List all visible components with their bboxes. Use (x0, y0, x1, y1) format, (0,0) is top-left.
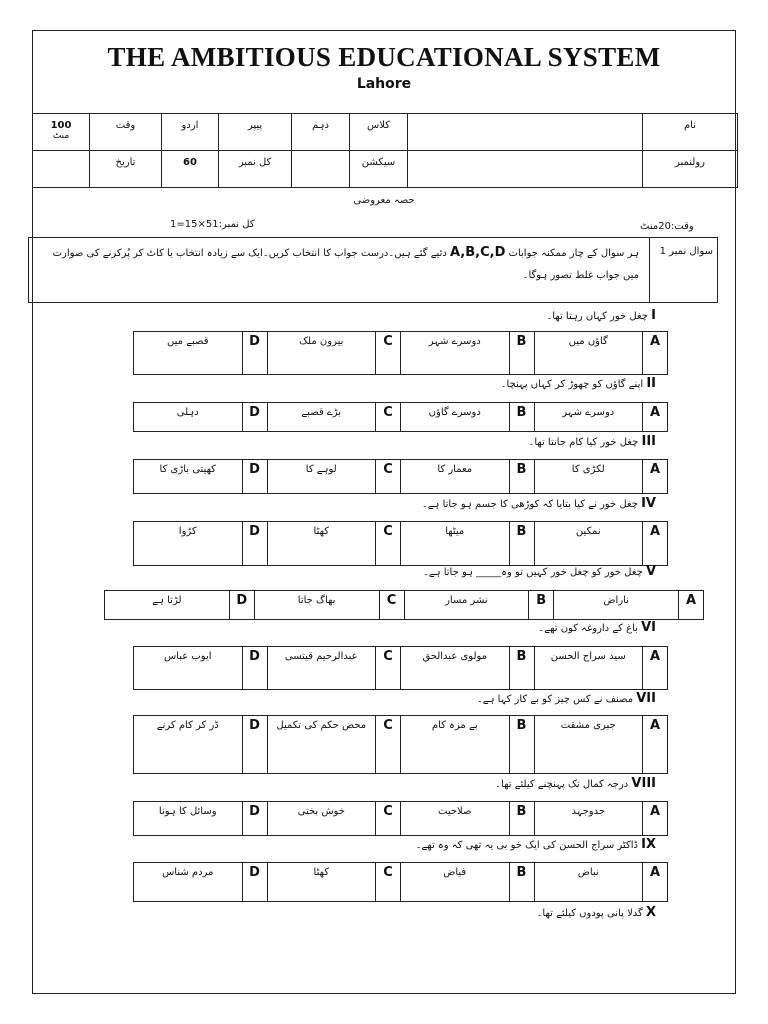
option-a-letter[interactable]: A (679, 591, 704, 620)
question-number: II (646, 376, 656, 391)
option-c-text[interactable]: بڑے قصبے (267, 403, 376, 432)
option-b-letter[interactable]: B (509, 863, 534, 902)
question-number-label: سوال نمبر 1 (649, 238, 717, 302)
option-b-letter[interactable]: B (509, 716, 534, 774)
question-number: IV (641, 496, 656, 511)
option-b-text[interactable]: نشر مسار (404, 591, 529, 620)
question-text: چغل خور کو چغل خور کہیں تو وہ_____ ہو جاتا ہے۔ (422, 567, 646, 578)
question-number: IX (641, 837, 656, 852)
option-a-text[interactable]: ناراض (554, 591, 679, 620)
question-text: باغ کے داروغہ کون تھے۔ (538, 623, 642, 634)
option-c-text[interactable]: بھاگ جاتا (254, 591, 379, 620)
option-a-letter[interactable]: A (643, 802, 668, 836)
option-d-letter[interactable]: D (242, 332, 267, 375)
option-c-letter[interactable]: C (376, 403, 401, 432)
section-title: حصہ معروضی (353, 195, 415, 206)
options-table-5 (104, 590, 704, 620)
options-table-8 (133, 801, 668, 836)
question-text: گدلا پانی پودوں کیلئے تھا۔ (536, 908, 646, 919)
option-b-text[interactable]: مولوی عبدالحق (401, 647, 510, 690)
roll-value[interactable] (408, 151, 643, 188)
option-a-letter[interactable]: A (643, 460, 668, 494)
question-8 (495, 776, 656, 791)
question-5 (423, 564, 656, 579)
question-7 (477, 691, 656, 706)
option-b-letter[interactable]: B (509, 802, 534, 836)
option-d-letter[interactable]: D (242, 403, 267, 432)
question-text: چغل خور کیا کام جانتا تھا۔ (528, 437, 642, 448)
option-c-letter[interactable]: C (376, 647, 401, 690)
option-a-text[interactable]: نمکین (534, 522, 643, 566)
option-b-letter[interactable]: B (509, 403, 534, 432)
option-b-text[interactable]: معمار کا (401, 460, 510, 494)
question-number: X (645, 905, 656, 920)
school-city: Lahore (356, 76, 412, 92)
option-c-letter[interactable]: C (376, 863, 401, 902)
option-b-letter[interactable]: B (509, 332, 534, 375)
question-4 (422, 496, 656, 511)
option-b-text[interactable]: فیاض (401, 863, 510, 902)
option-d-text[interactable]: ایوب عباس (134, 647, 243, 690)
question-1 (546, 308, 656, 323)
instructions-text-after: دئیے گئے ہیں۔درست جواب کا انتخاب کریں۔ایک سے زیادہ انتخاب یا کاٹ کر پُرکرنے کی صوارت میں جواب غلط تصور ہوگا۔ (52, 248, 639, 281)
option-d-letter[interactable]: D (242, 802, 267, 836)
option-c-text[interactable]: محض حکم کی تکمیل (267, 716, 376, 774)
name-label: نام (643, 114, 738, 151)
option-b-letter[interactable]: B (509, 460, 534, 494)
option-d-text[interactable]: کڑوا (134, 522, 243, 566)
options-table-6 (133, 646, 668, 690)
option-b-letter[interactable]: B (509, 522, 534, 566)
option-d-letter[interactable]: D (242, 460, 267, 494)
option-a-letter[interactable]: A (643, 647, 668, 690)
instructions-box (28, 237, 718, 303)
class-value: دہم (292, 114, 350, 151)
question-number: VI (641, 620, 656, 635)
question-text: چغل خور نے کیا بتایا کہ کوڑھی کا جسم ہو جاتا ہے۔ (421, 499, 642, 510)
question-number: V (645, 564, 656, 579)
options-table-7 (133, 715, 668, 774)
name-value[interactable] (408, 114, 643, 151)
time-value-number: 100 (50, 120, 72, 131)
option-d-text[interactable]: ڈر کر کام کرنے (134, 716, 243, 774)
option-a-text[interactable]: دوسرے شہر (534, 403, 643, 432)
question-number: I (651, 308, 656, 323)
option-d-text[interactable]: کھیتی باڑی کا (134, 460, 243, 494)
question-text: ڈاکٹر سراج الحسن کی ایک خو بی یہ تھی کہ وہ تھے۔ (415, 840, 642, 851)
option-b-letter[interactable]: B (529, 591, 554, 620)
roll-label: رولنمبر (643, 151, 738, 188)
option-c-text[interactable]: کھٹا (267, 863, 376, 902)
option-a-letter[interactable]: A (643, 403, 668, 432)
option-a-text[interactable]: گاؤں میں (534, 332, 643, 375)
option-c-letter[interactable]: C (376, 716, 401, 774)
time-value-unit: منٹ (52, 131, 70, 141)
option-b-text[interactable]: دوسرے گاؤں (401, 403, 510, 432)
option-a-text[interactable]: نباض (534, 863, 643, 902)
option-c-letter[interactable]: C (379, 591, 404, 620)
option-b-text[interactable]: صلاحیت (401, 802, 510, 836)
option-d-letter[interactable]: D (242, 647, 267, 690)
option-d-text[interactable]: مردم شناس (134, 863, 243, 902)
objective-time: وقت:20منٹ (640, 221, 694, 232)
paper-label: پیپر (219, 114, 292, 151)
student-info-grid (32, 113, 738, 188)
total-marks-value: 60 (162, 151, 219, 188)
options-table-4 (133, 521, 668, 566)
option-c-letter[interactable]: C (376, 332, 401, 375)
option-d-text[interactable]: قصبے میں (134, 332, 243, 375)
question-number: VII (636, 691, 656, 706)
option-c-text[interactable]: عبدالرحیم قیتسی (267, 647, 376, 690)
option-d-text[interactable]: دہلی (134, 403, 243, 432)
option-c-letter[interactable]: C (376, 522, 401, 566)
option-a-text[interactable]: جدوجہد (534, 802, 643, 836)
total-marks-label: کل نمبر (219, 151, 292, 188)
option-c-letter[interactable]: C (376, 802, 401, 836)
option-a-letter[interactable]: A (643, 716, 668, 774)
school-title: THE AMBITIOUS EDUCATIONAL SYSTEM (107, 42, 661, 72)
option-a-letter[interactable]: A (643, 863, 668, 902)
option-b-text[interactable]: بے مزہ کام (401, 716, 510, 774)
question-2 (501, 376, 656, 391)
question-3 (528, 434, 656, 449)
paper-value: اردو (162, 114, 219, 151)
option-a-text[interactable]: لکڑی کا (534, 460, 643, 494)
section-label: سیکشن (350, 151, 408, 188)
option-d-text[interactable]: لڑتا ہے (105, 591, 230, 620)
option-c-text[interactable]: بیرون ملک (267, 332, 376, 375)
objective-marks: کل نمبر:51×15=1 (170, 219, 255, 230)
date-value[interactable] (33, 151, 90, 188)
option-c-letter[interactable]: C (376, 460, 401, 494)
option-b-text[interactable]: دوسرے شہر (401, 332, 510, 375)
question-number: III (641, 434, 656, 449)
date-label: تاریخ (90, 151, 162, 188)
option-d-text[interactable]: وسائل کا ہونا (134, 802, 243, 836)
instructions-text-before: ہر سوال کے چار ممکنہ جوابات (508, 248, 639, 259)
option-a-letter[interactable]: A (643, 332, 668, 375)
option-d-letter[interactable]: D (242, 522, 267, 566)
question-9 (416, 837, 656, 852)
option-b-text[interactable]: میٹھا (401, 522, 510, 566)
options-table-2 (133, 402, 668, 432)
option-d-letter[interactable]: D (242, 716, 267, 774)
instructions-letters: A,B,C,D (450, 245, 506, 260)
option-d-letter[interactable]: D (242, 863, 267, 902)
options-table-9 (133, 862, 668, 902)
question-number: VIII (631, 776, 656, 791)
instructions-text (37, 242, 639, 287)
class-label: کلاس (350, 114, 408, 151)
section-value[interactable] (292, 151, 350, 188)
time-value-cell (33, 114, 90, 151)
option-a-text[interactable]: جبری مشقت (534, 716, 643, 774)
option-d-letter[interactable]: D (229, 591, 254, 620)
option-a-letter[interactable]: A (643, 522, 668, 566)
question-text: اپنے گاؤں کو چھوڑ کر کہاں پہنچا۔ (500, 379, 647, 390)
options-table-1 (133, 331, 668, 375)
question-10 (537, 905, 656, 920)
time-label: وقت (90, 114, 162, 151)
option-a-text[interactable]: سید سراج الحسن (534, 647, 643, 690)
option-c-text[interactable]: لوہے کا (267, 460, 376, 494)
options-table-3 (133, 459, 668, 494)
question-text: درجہ کمال تک پہنچنے کیلئے تھا۔ (495, 779, 632, 790)
question-text: چغل خور کہاں رہتا تھا۔ (546, 311, 652, 322)
question-6 (538, 620, 656, 635)
question-text: مصنف نے کس چیز کو بے کار کہا ہے۔ (476, 694, 637, 705)
option-b-letter[interactable]: B (509, 647, 534, 690)
option-c-text[interactable]: خوش بختی (267, 802, 376, 836)
option-c-text[interactable]: کھٹا (267, 522, 376, 566)
